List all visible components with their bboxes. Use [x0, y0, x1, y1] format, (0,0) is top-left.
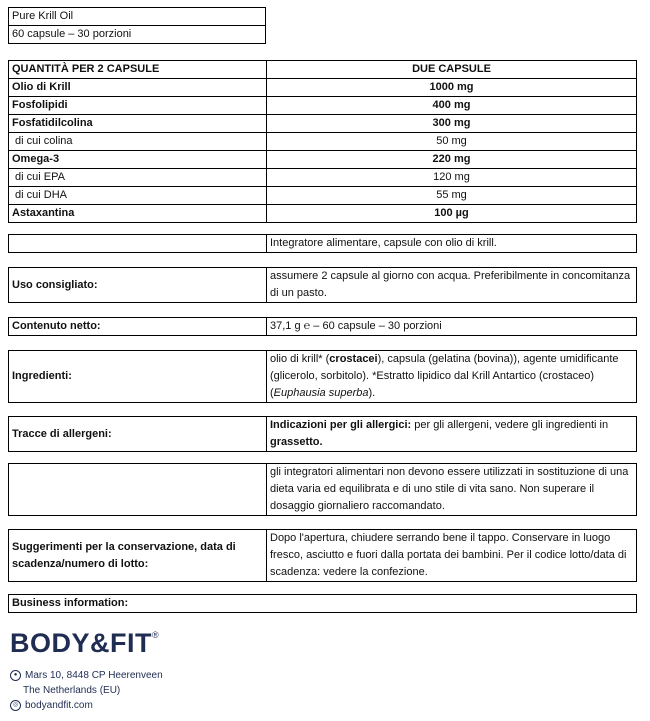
business-table	[8, 594, 637, 613]
description-table	[8, 234, 637, 253]
traces-label: Tracce di allergeni:	[9, 417, 267, 452]
table-row	[9, 151, 637, 169]
product-pack: 60 capsule – 30 porzioni	[9, 26, 266, 44]
table-row	[9, 79, 637, 97]
net-content-table	[8, 317, 637, 336]
globe-icon: ◎	[10, 700, 21, 711]
ingredients-table	[8, 350, 637, 403]
ingredients-text: olio di krill* (crostacei), capsula (gelatina (bovina)), agente umidificante (glicerolo, sorbitolo). *Estratto lipidico dal Krill Antartico (crostaceo) (Euphausia superba).	[267, 351, 637, 403]
table-row	[9, 205, 637, 223]
address-line-2: The Netherlands (EU)	[23, 685, 121, 696]
product-name: Pure Krill Oil	[9, 8, 266, 26]
nutrient-label: Fosfatidilcolina	[9, 115, 267, 133]
nutrition-header	[9, 61, 637, 79]
nutrient-label: Astaxantina	[9, 205, 267, 223]
usage-table	[8, 267, 637, 303]
allergen-highlight: crostacei	[329, 353, 378, 365]
usage-text: assumere 2 capsule al giorno con acqua. Preferibilmente in concomitanza di un pasto.	[267, 268, 637, 303]
usage-label: Uso consigliato:	[9, 268, 267, 303]
nutrient-label: Olio di Krill	[9, 79, 267, 97]
warning-table	[8, 463, 637, 516]
address-line-1: ● Mars 10, 8448 CP Heerenveen	[10, 670, 163, 681]
nutrient-label: di cui DHA	[9, 187, 267, 205]
nutrient-value: 1000 mg	[267, 79, 637, 97]
nutrient-value: 50 mg	[267, 133, 637, 151]
nutrient-value: 220 mg	[267, 151, 637, 169]
table-row	[9, 133, 637, 151]
storage-label: Suggerimenti per la conservazione, data di scadenza/numero di lotto:	[9, 530, 267, 582]
storage-table	[8, 529, 637, 582]
nutrient-value: 400 mg	[267, 97, 637, 115]
nutrient-value: 55 mg	[267, 187, 637, 205]
ingredients-label: Ingredienti:	[9, 351, 267, 403]
location-pin-icon: ●	[10, 670, 21, 681]
warning-label	[9, 464, 267, 516]
table-row	[9, 169, 637, 187]
traces-text: Indicazioni per gli allergici: per gli allergeni, vedere gli ingredienti in grassetto.	[267, 417, 637, 452]
nutrient-value: 300 mg	[267, 115, 637, 133]
nutrient-value: 120 mg	[267, 169, 637, 187]
nutrition-header-value: DUE CAPSULE	[267, 61, 637, 79]
nutrient-label: Fosfolipidi	[9, 97, 267, 115]
product-table	[8, 7, 266, 44]
nutrient-value: 100 µg	[267, 205, 637, 223]
website-line[interactable]: ◎ bodyandfit.com	[10, 700, 93, 711]
nutrient-label: di cui EPA	[9, 169, 267, 187]
description-label	[9, 235, 267, 253]
table-row	[9, 187, 637, 205]
description-text: Integratore alimentare, capsule con olio di krill.	[267, 235, 637, 253]
nutrient-label: Omega-3	[9, 151, 267, 169]
bodyfit-logo: BODY&FIT®	[10, 628, 160, 658]
net-content-label: Contenuto netto:	[9, 318, 267, 336]
species-name: Euphausia superba	[273, 387, 369, 399]
warning-text: gli integratori alimentari non devono essere utilizzati in sostituzione di una dieta varia ed equilibrata e di uno stile di vita sano. Non superare il dosaggio giornaliero raccomandato.	[267, 464, 637, 516]
storage-text: Dopo l'apertura, chiudere serrando bene il tappo. Conservare in luogo fresco, asciutto e fuori dalla portata dei bambini. Per il codice lotto/data di scadenza: vedere la confezione.	[267, 530, 637, 582]
net-content-text: 37,1 g ℮ – 60 capsule – 30 porzioni	[267, 318, 637, 336]
table-row	[9, 97, 637, 115]
nutrition-header-label: QUANTITÀ PER 2 CAPSULE	[9, 61, 267, 79]
nutrient-label: di cui colina	[9, 133, 267, 151]
nutrition-table	[8, 60, 637, 223]
business-label: Business information:	[9, 595, 637, 613]
traces-table	[8, 416, 637, 452]
table-row	[9, 115, 637, 133]
